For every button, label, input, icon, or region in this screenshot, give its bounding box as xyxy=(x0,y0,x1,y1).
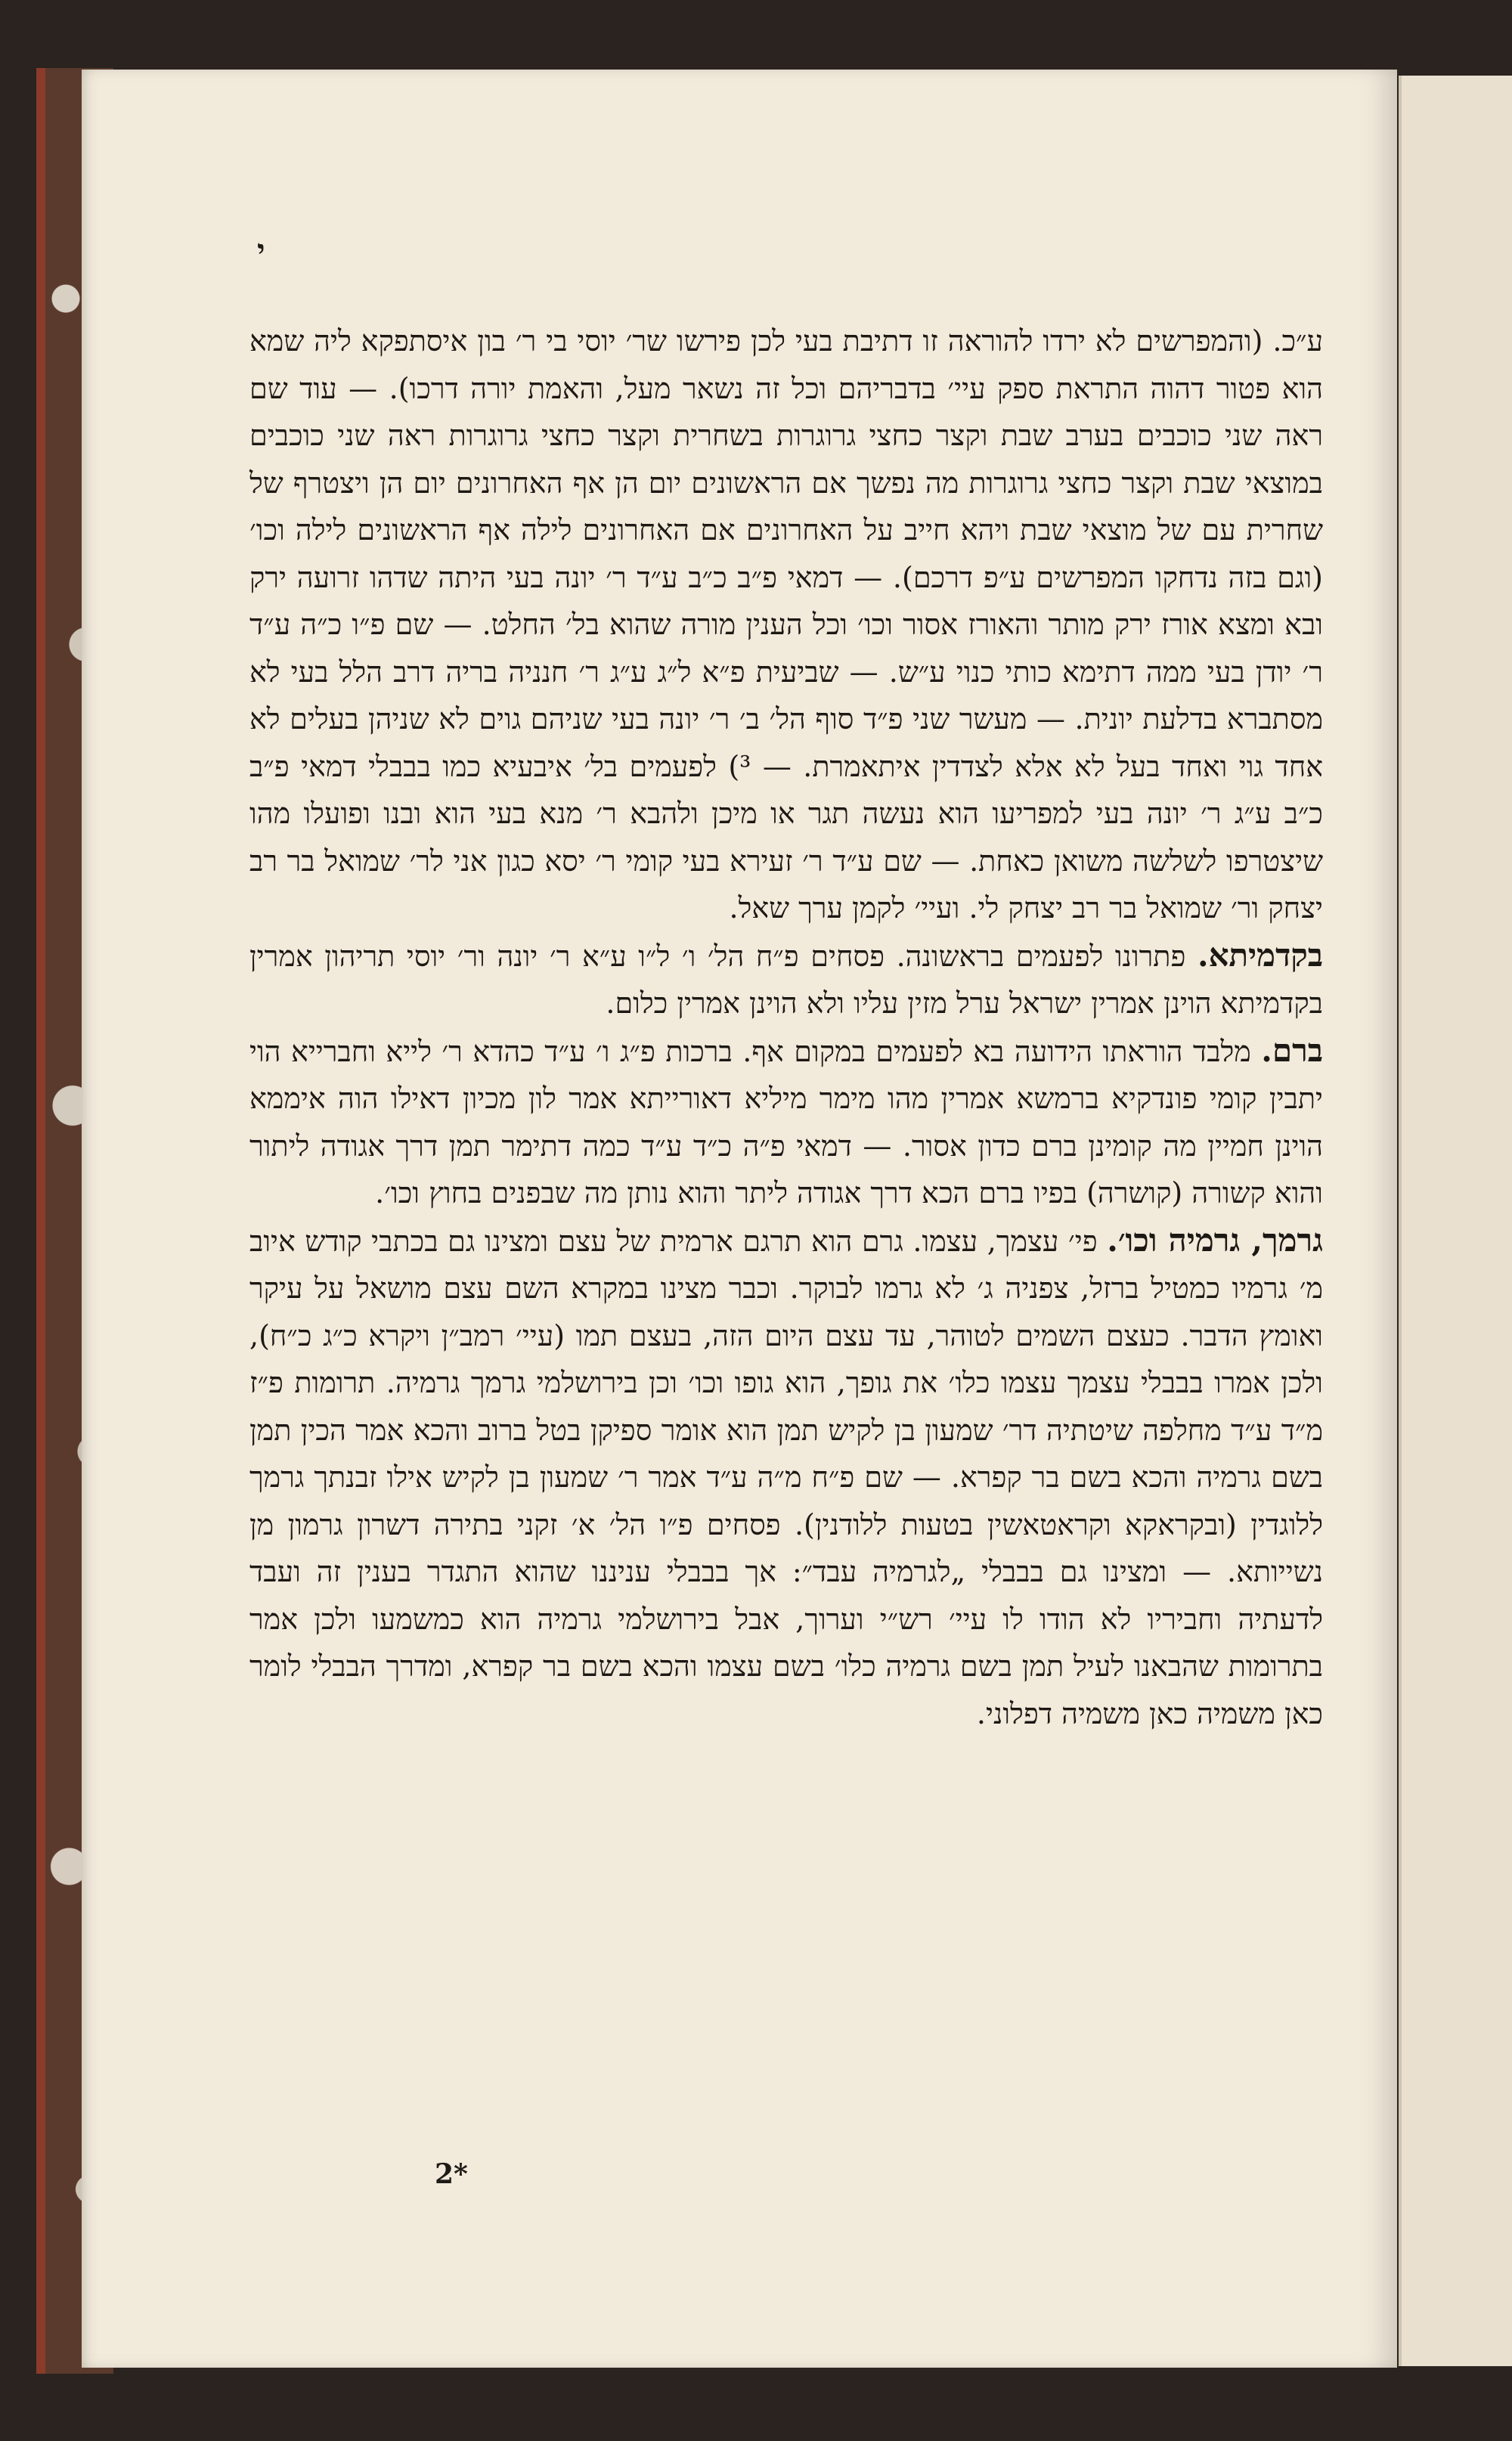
paragraph-text: פי׳ עצמך, עצמו. גרם הוא תרגם ארמית של עצם ומצינו גם בכתבי קודש איוב מ׳ גרמיו כמטיל ברזל, צפניה ג׳ לא גרמו לבוקר. וכבר מצינו במקרא השם עצם מושאל על עיקר ואומץ הדבר. כעצם השמים לטוהר, עד עצם היום הזה, בעצם תמו (עיי׳ רמב״ן ויקרא כ״ג כ״ח), ולכן אמרו בבבלי עצמך עצמו כלו׳ את גופך, הוא גופו וכו׳ וכן בירושלמי גרמך גרמיה. תרומות פ״ז מ״ד ע״ד מחלפה שיטתיה דר׳ שמעון בן לקיש תמן הוא אומר ספיקן בטל ברוב והכא אמר הכין תמן בשם גרמיה והכא בשם בר קפרא. — שם פ״ח מ״ה ע״ד אמר ר׳ שמעון בן לקיש אילו זבנתך גרמך ללוגדין (ובקראקא וקראטאשין בטעות ללודנין). פסחים פ״ו הל׳ א׳ זקני בתירה דשרון גרמון מן נשייותא. — ומצינו גם בבבלי „לגרמיה עבד״: אך בבבלי עניננו שהוא התגדר בענין זה ועבד לדעתיה וחביריו לא הודו לו עיי׳ רש״י וערוך, אבל בירושלמי גרמיה הוא כמשמעו ולכן אמר בתרומות שהבאנו לעיל תמן בשם גרמיה כלו׳ בשם עצמו והכא בשם בר קפרא, ומדרך הבבלי לומר כאן משמיה כאן משמיה דפלוני. xyxy=(249,1224,1323,1730)
entry-headword: ברם. xyxy=(1261,1031,1323,1069)
entry-garmach xyxy=(249,1217,1323,1738)
paragraph-text: ע״כ. (והמפרשים לא ירדו להוראה זו דתיבת בעי לכן פירשו שר׳ יוסי בי ר׳ בון איסתפקא ליה שמא הוא פטור דהוה התראת ספק עיי׳ בדבריהם וכל זה נשאר מעל, והאמת יורה דרכו). — עוד שם ראה שני כוכבים בערב שבת וקצר כחצי גרוגרות בשחרית וקצר כחצי גרוגרות ראה שני כוכבים במוצאי שבת וקצר כחצי גרוגרות מה נפשך אם הראשונים יום הן אף האחרונים יום הן ויצטרף של שחרית עם של מוצאי שבת ויהא חייב על האחרונים אם האחרונים לילה אף הראשונים לילה וכו׳ (וגם בזה נדחקו המפרשים ע״פ דרכם). — דמאי פ״ב כ״ב ע״ד ר׳ יונה בעי היתה שדהו זרועה ירק ובא ומצא אורז ירק מותר והאורז אסור וכו׳ וכל הענין מורה שהוא בל׳ החלט. — שם פ״ו כ״ה ע״ד ר׳ יודן בעי ממה דתימא כותי כנוי ע״ש. — שביעית פ״א ל״ג ע״ג ר׳ חנניה בריה דרב הלל בעי לא מסתברא בדלעת יונית. — מעשר שני פ״ד סוף הל׳ ב׳ ר׳ יונה בעי שניהם גוים לא שניהן בעלים לא אחד גוי ואחד בעל לא אלא לצדדין איתאמרת. — ³) לפעמים בל׳ איבעיא כמו בבבלי דמאי פ״ב כ״ב ע״ג ר׳ יונה בעי למפריעו הוא נעשה תגר או מיכן ולהבא ר׳ מנא בעי הוא ובנו ופועלו מהו שיצטרפו לשלשה משואן כאחת. — שם ע״ד ר׳ זעירא בעי קומי ר׳ יסא כגון אני לר׳ שמואל בר רב יצחק ור׳ שמואל בר רב יצחק לי. ועיי׳ לקמן ערך שאל. xyxy=(249,324,1323,925)
entry-beram xyxy=(249,1027,1323,1217)
adjacent-page-edge xyxy=(1399,76,1512,2366)
page-marker: י xyxy=(257,233,265,268)
paragraph-continuation xyxy=(249,318,1323,932)
entry-bekadmita xyxy=(249,932,1323,1027)
printer-signature-mark: 2* xyxy=(435,2158,468,2190)
paragraph-text: פתרונו לפעמים בראשונה. פסחים פ״ח הל׳ ו׳ ל״ו ע״א ר׳ יונה ור׳ יוסי תריהון אמרין בקדמיתא הוינן אמרין ישראל ערל מזין עליו ולא הוינן אמרין כלום. xyxy=(249,939,1323,1020)
entry-headword: בקדמיתא. xyxy=(1197,936,1323,974)
paragraph-text: מלבד הוראתו הידועה בא לפעמים במקום אף. ברכות פ״ג ו׳ ע״ד כהדא ר׳ לייא וחברייא הוי יתבין קומי פונדקיא ברמשא אמרין מהו מימר מיליא דאורייתא אמר לון מכיון דאילו הוה איממא הוינן חמיין מה קומינן ברם כדון אסור. — דמאי פ״ה כ״ד ע״ד כמה דתימר תמן דרך אגודה ליתור והוא קשורה (קושרה) בפיו ברם הכא דרך אגודה ליתר והוא נותן מה שבפנים בחוץ וכו׳. xyxy=(249,1034,1323,1210)
entry-headword: גרמך, גרמיה וכו׳. xyxy=(1107,1221,1323,1259)
page-body-text xyxy=(249,318,1323,1737)
